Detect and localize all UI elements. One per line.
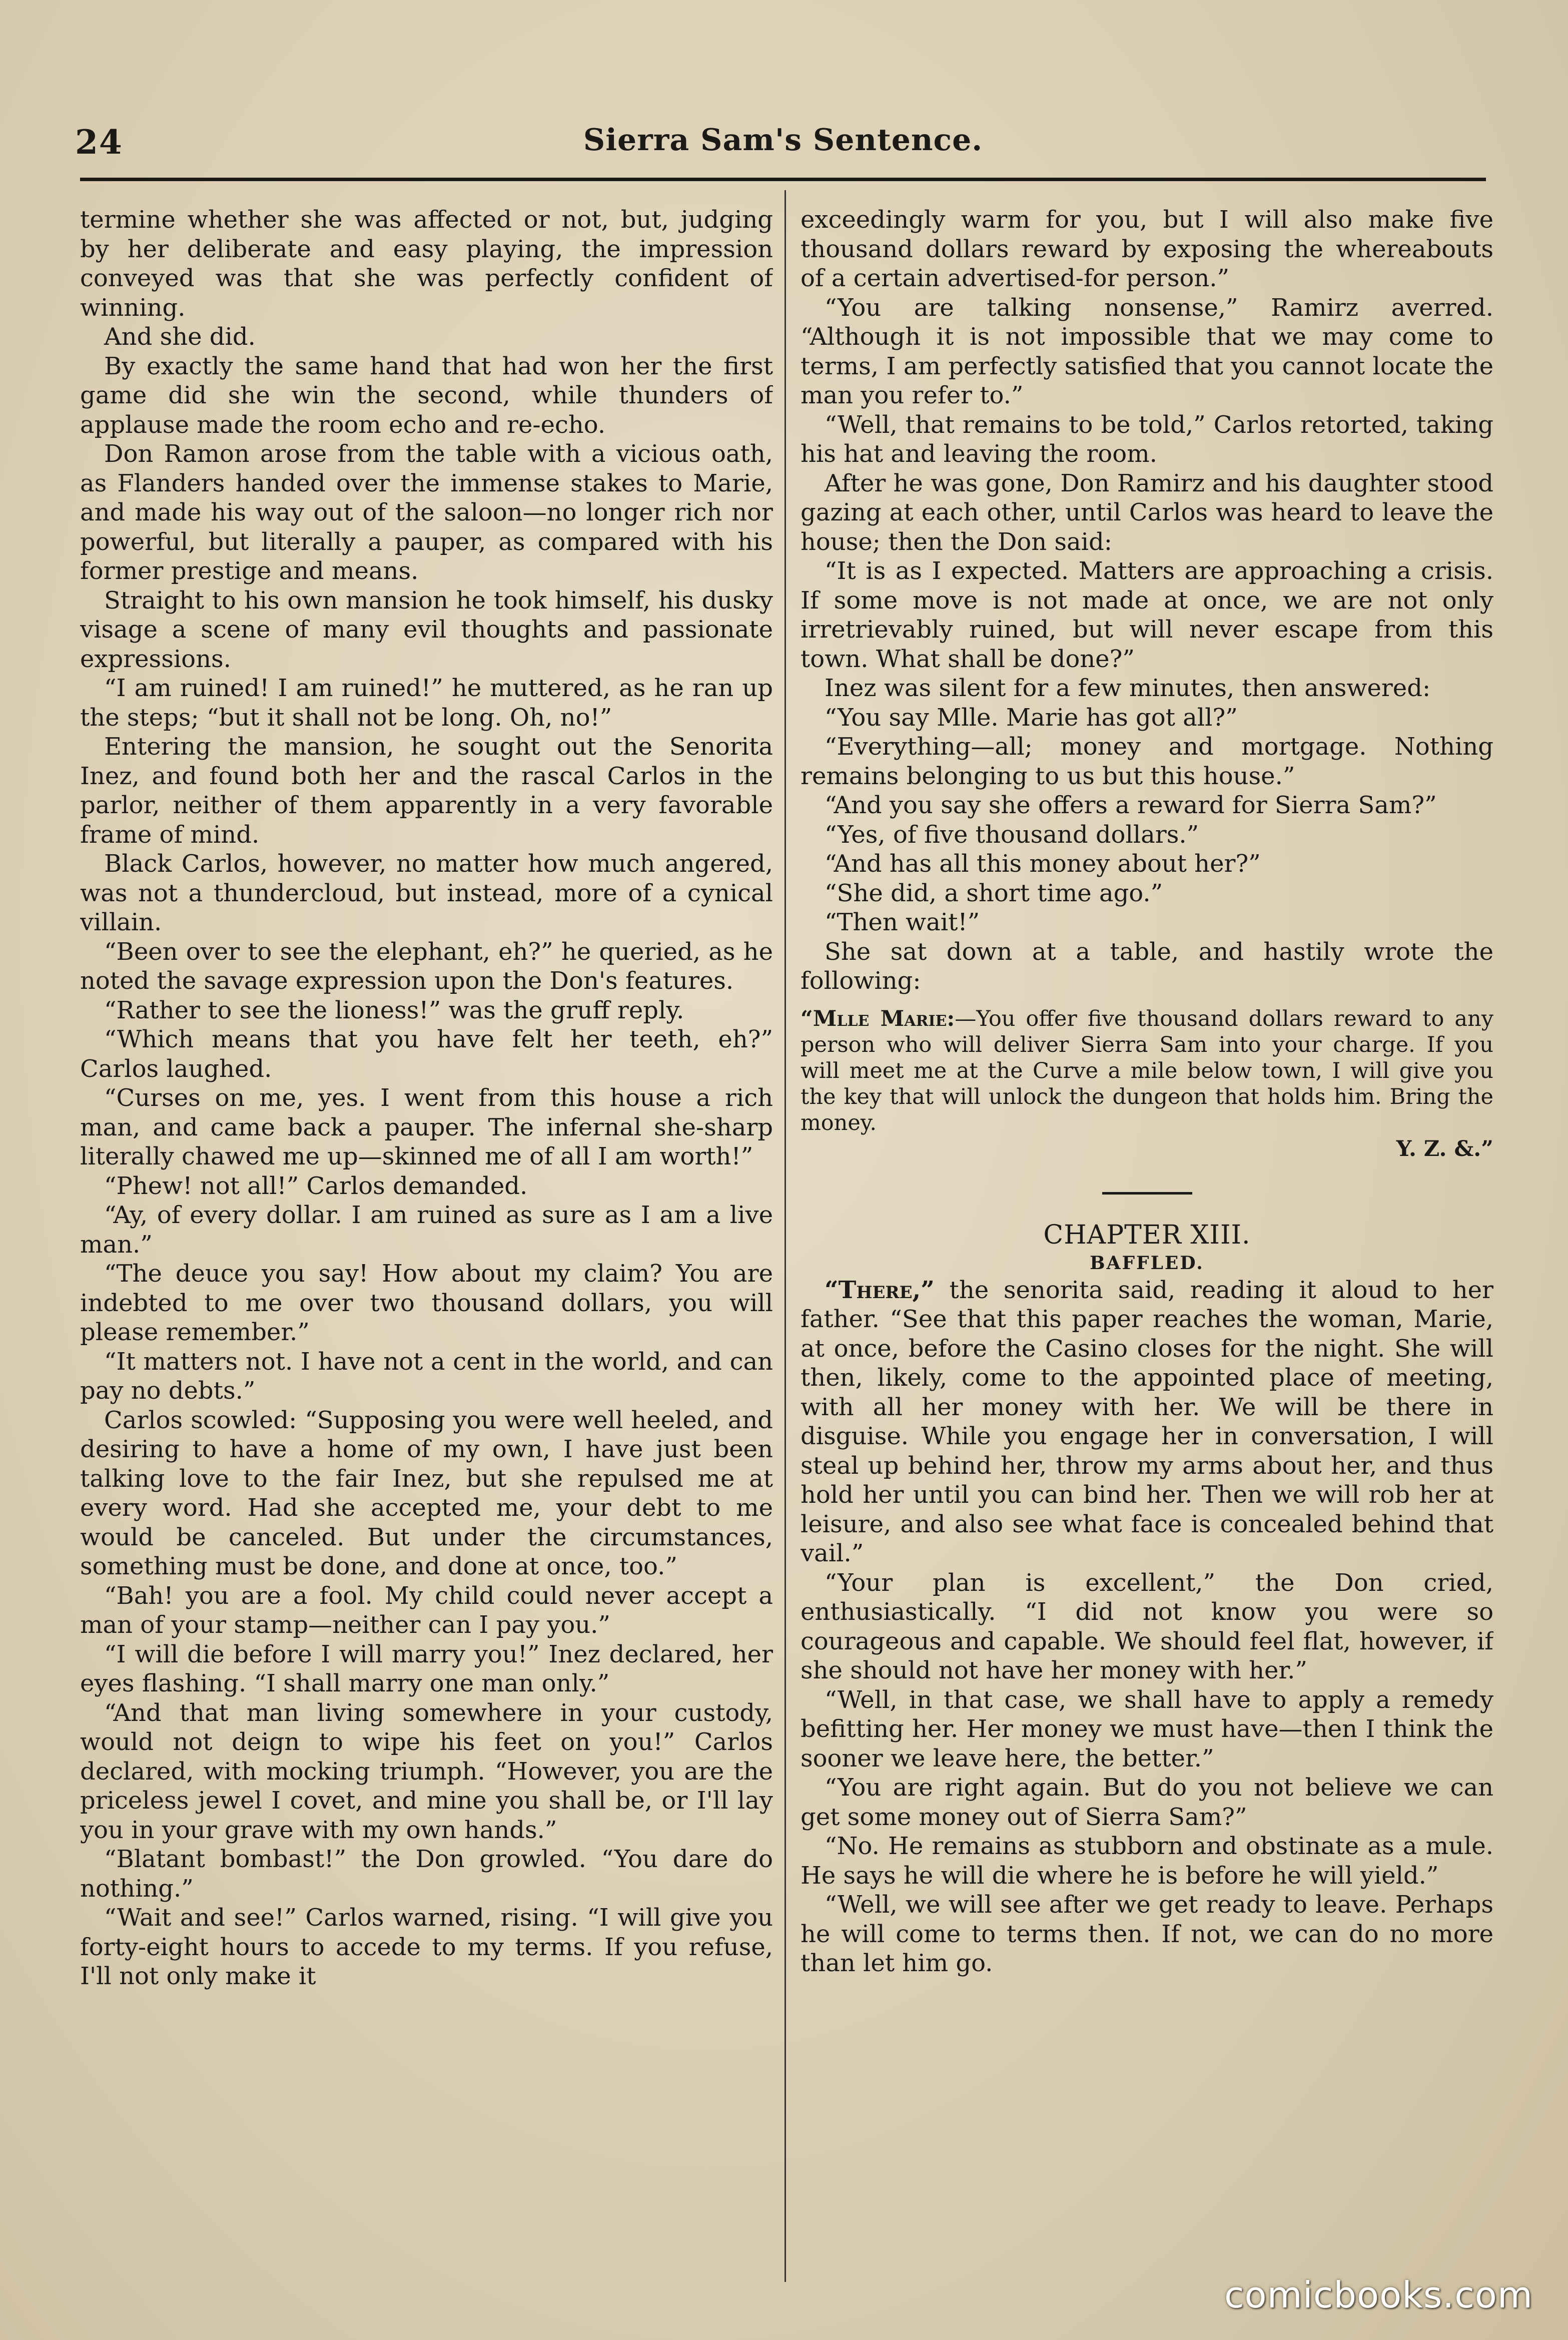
paragraph: “You are talking nonsense,” Ramirz averred. “Although it is not impossible that we may come to terms, I am perfectly satisfied that you cannot locate the man you refer to.” bbox=[801, 293, 1493, 409]
column-divider bbox=[785, 190, 786, 2282]
chapter-title: CHAPTER XIII. bbox=[1043, 1220, 1251, 1250]
paragraph: “Phew! not all!” Carlos demanded. bbox=[104, 1172, 528, 1200]
page-number: 24 bbox=[75, 123, 123, 162]
chapter-subtitle: BAFFLED. bbox=[1090, 1252, 1204, 1274]
paragraph-lead-word: “There,” bbox=[825, 1276, 935, 1304]
paragraph: “I will die before I will marry you!” Inez declared, her eyes flashing. “I shall marry one man only.” bbox=[80, 1640, 773, 1697]
paragraph: “Rather to see the lioness!” was the gruff reply. bbox=[104, 996, 684, 1024]
paragraph: “Blatant bombast!” the Don growled. “You dare do nothing.” bbox=[80, 1845, 773, 1903]
paragraph: “Bah! you are a fool. My child could never accept a man of your stamp—neither can I pay you.” bbox=[80, 1581, 773, 1639]
paragraph: “Well, in that case, we shall have to apply a remedy befitting her. Her money we must have—then I think the sooner we leave here, the better.” bbox=[801, 1685, 1493, 1773]
paragraph: “Yes, of five thousand dollars.” bbox=[825, 820, 1199, 849]
paragraph: “And that man living somewhere in your custody, would not deign to wipe his feet on you!” Carlos declared, with mocking triumph. “However, you are the priceless jewel I covet, and mine you shall be, or I'll lay you in your grave with my own hands.” bbox=[80, 1698, 773, 1844]
paragraph: After he was gone, Don Ramirz and his daughter stood gazing at each other, until Carlos was heard to leave the house; then the Don said: bbox=[801, 469, 1493, 556]
right-column bbox=[801, 205, 1493, 2307]
paragraph: By exactly the same hand that had won her the first game did she win the second, while thunders of applause made the room echo and re-echo. bbox=[80, 352, 773, 439]
header-rule bbox=[80, 178, 1486, 181]
paragraph-text: the senorita said, reading it aloud to her father. “See that this paper reaches the woman, Marie, at once, before the Casino closes for the night. She will then, likely, come to the appointed place of meeting, with all her money with her. We will be there in disguise. While you engage her in conversation, I will steal up behind her, throw my arms about her, and thus hold her until you can bind her. Then we will rob her at leisure, and also see what face is concealed behind that vail.” bbox=[801, 1276, 1493, 1567]
section-rule bbox=[1102, 1192, 1192, 1195]
paragraph: “It matters not. I have not a cent in the world, and can pay no debts.” bbox=[80, 1347, 773, 1405]
paragraph: And she did. bbox=[104, 323, 256, 351]
paragraph: “Everything—all; money and mortgage. Nothing remains belonging to us but this house.” bbox=[801, 733, 1493, 790]
letter-salutation: “Mlle Marie: bbox=[801, 1006, 955, 1031]
paragraph: “And you say she offers a reward for Sierra Sam?” bbox=[825, 791, 1437, 819]
paragraph: “Your plan is excellent,” the Don cried, enthusiastically. “I did not know you were so courageous and capable. We should feel flat, however, if she should not have her money with her.” bbox=[801, 1568, 1493, 1684]
paragraph: “Curses on me, yes. I went from this house a rich man, and came back a pauper. The infernal she-sharp literally chawed me up—skinned me of all I am worth!” bbox=[80, 1084, 773, 1171]
paragraph: “Well, that remains to be told,” Carlos retorted, taking his hat and leaving the room. bbox=[801, 410, 1493, 468]
paragraph: She sat down at a table, and hastily wrote the following: bbox=[801, 937, 1493, 995]
paragraph: “No. He remains as stubborn and obstinate as a mule. He says he will die where he is before he will yield.” bbox=[801, 1832, 1493, 1890]
paragraph: “Been over to see the elephant, eh?” he queried, as he noted the savage expression upon the Don's features. bbox=[80, 937, 773, 995]
left-column bbox=[80, 205, 773, 2307]
paragraph: “The deuce you say! How about my claim? You are indebted to me over two thousand dollars, you will please remember.” bbox=[80, 1260, 773, 1346]
paragraph: exceedingly warm for you, but I will also make five thousand dollars reward by exposing the whereabouts of a certain advertised-for person.” bbox=[801, 206, 1493, 292]
paragraph: “You are right again. But do you not believe we can get some money out of Sierra Sam?” bbox=[801, 1774, 1493, 1831]
paragraph: Straight to his own mansion he took himself, his dusky visage a scene of many evil thoughts and passionate expressions. bbox=[80, 586, 773, 673]
paragraph: “You say Mlle. Marie has got all?” bbox=[825, 703, 1238, 732]
paragraph: “She did, a short time ago.” bbox=[825, 879, 1163, 907]
paragraph: “Which means that you have felt her teeth, eh?” Carlos laughed. bbox=[80, 1025, 773, 1083]
paragraph: Don Ramon arose from the table with a vicious oath, as Flanders handed over the immense stakes to Marie, and made his way out of the saloon—no longer rich nor powerful, but literally a pauper, as compared with his former prestige and means. bbox=[80, 440, 773, 585]
paragraph: “Ay, of every dollar. I am ruined as sure as I am a live man.” bbox=[80, 1201, 773, 1259]
paragraph: “Well, we will see after we get ready to leave. Perhaps he will come to terms then. If not, we can do no more than let him go. bbox=[801, 1891, 1493, 1977]
paragraph: Inez was silent for a few minutes, then answered: bbox=[825, 674, 1431, 702]
paragraph: termine whether she was affected or not, but, judging by her deliberate and easy playing, the impression conveyed was that she was perfectly confident of winning. bbox=[80, 206, 773, 322]
watermark-logo: comicbooks.com bbox=[1224, 2274, 1533, 2316]
paragraph: “It is as I expected. Matters are approaching a crisis. If some move is not made at once, we are not only irretrievably ruined, but will never escape from this town. What shall be done?” bbox=[801, 557, 1493, 673]
paragraph bbox=[801, 1276, 1493, 1568]
paragraph: Entering the mansion, he sought out the Senorita Inez, and found both her and the rascal Carlos in the parlor, neither of them apparently in a very favorable frame of mind. bbox=[80, 733, 773, 849]
letter-signature: Y. Z. &.” bbox=[1396, 1136, 1493, 1161]
paragraph: “And has all this money about her?” bbox=[825, 850, 1261, 878]
paragraph: “I am ruined! I am ruined!” he muttered, as he ran up the steps; “but it shall not be long. Oh, no!” bbox=[80, 674, 773, 732]
page-header bbox=[75, 123, 1491, 173]
paragraph: “Then wait!” bbox=[825, 908, 980, 936]
paragraph: “Wait and see!” Carlos warned, rising. “I will give you forty-eight hours to accede to my terms. If you refuse, I'll not only make it bbox=[80, 1904, 773, 1990]
paragraph: Black Carlos, however, no matter how much angered, was not a thundercloud, but instead, more of a cynical villain. bbox=[80, 850, 773, 936]
letter-text bbox=[801, 1006, 1493, 1162]
paragraph: Carlos scowled: “Supposing you were well heeled, and desiring to have a home of my own, I have just been talking love to the fair Inez, but she repulsed me at every word. Had she accepted me, your debt to me would be canceled. But under the circumstances, something must be done, and done at once, too.” bbox=[80, 1406, 773, 1580]
running-title: Sierra Sam's Sentence. bbox=[583, 123, 983, 158]
letter-body: —You offer five thousand dollars reward to any person who will deliver Sierra Sam into your charge. If you will meet me at the Curve a mile below town, I will give you the key that will unlock the dungeon that holds him. Bring the money. bbox=[801, 1006, 1493, 1135]
